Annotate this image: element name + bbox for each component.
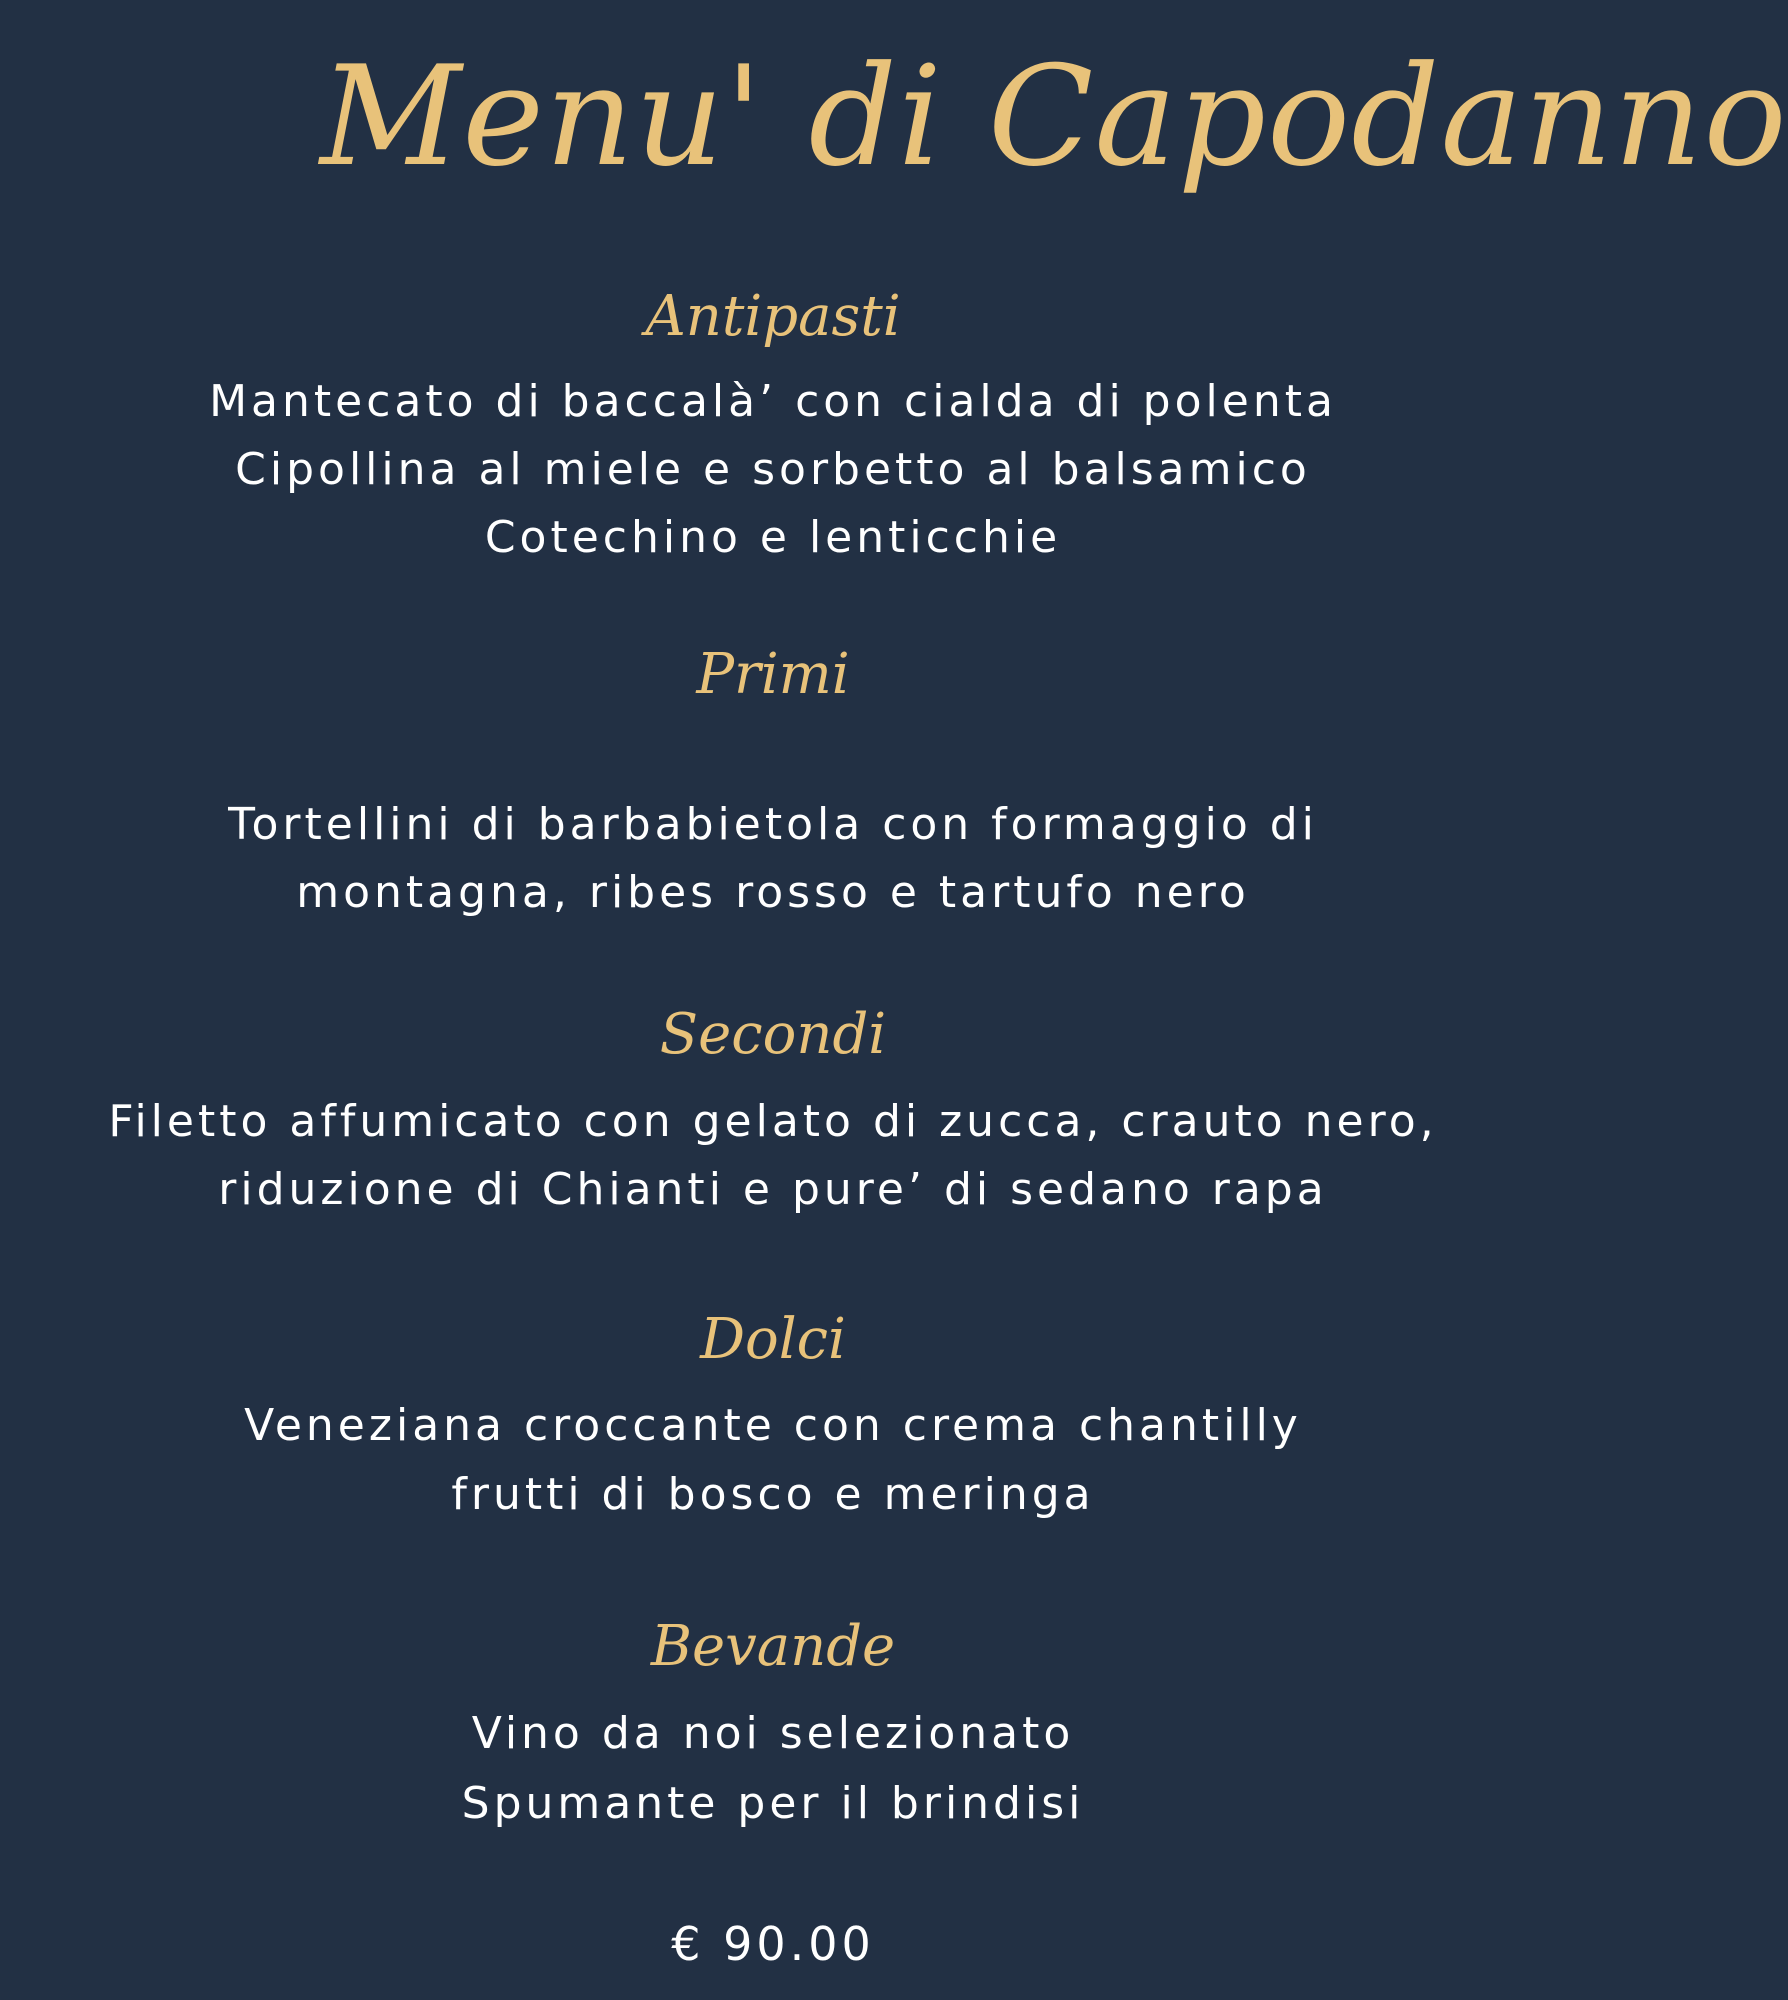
menu-item: Filetto affumicato con gelato di zucca, crauto nero,: [108, 1096, 1438, 1147]
section-heading-primi: Primi: [696, 642, 850, 707]
section-heading-dolci: Dolci: [700, 1307, 846, 1372]
menu-item: Tortellini di barbabietola con formaggio di: [228, 799, 1318, 850]
menu-item: frutti di bosco e meringa: [451, 1469, 1095, 1520]
section-heading-secondi: Secondi: [659, 1002, 887, 1067]
menu-item: riduzione di Chianti e pure’ di sedano rapa: [218, 1164, 1328, 1215]
menu-item: Spumante per il brindisi: [461, 1778, 1085, 1829]
menu-item: montagna, ribes rosso e tartufo nero: [296, 867, 1250, 918]
section-heading-bevande: Bevande: [650, 1614, 896, 1679]
menu-item: Veneziana croccante con crema chantilly: [244, 1400, 1302, 1451]
section-heading-antipasti: Antipasti: [645, 284, 901, 349]
menu-item: Cotechino e lenticchie: [484, 512, 1062, 563]
menu-item: Cipollina al miele e sorbetto al balsamico: [235, 444, 1311, 495]
page-title: Menu' di Capodanno: [320, 36, 1788, 197]
menu-item: Vino da noi selezionato: [471, 1708, 1075, 1759]
menu-item: Mantecato di baccalà’ con cialda di polenta: [209, 376, 1337, 427]
price-label: € 90.00: [671, 1917, 875, 1971]
